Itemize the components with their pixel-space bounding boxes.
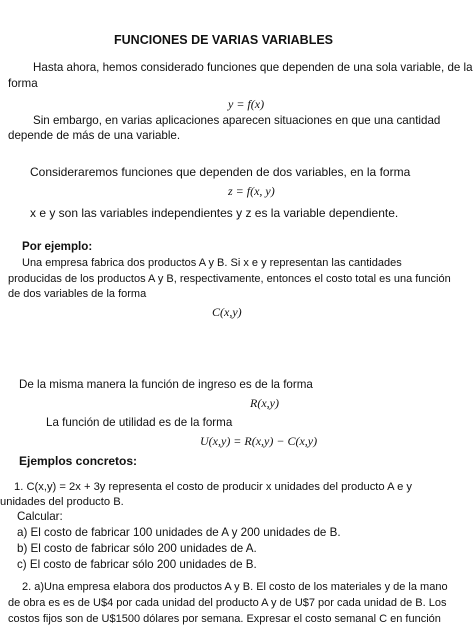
example-line-3: de dos variables de la forma <box>8 288 147 300</box>
paragraph-however-line-2: depende de más de una variable. <box>8 129 181 142</box>
example-1-line-2: unidades del producto B. <box>0 496 124 508</box>
paragraph-two-variables-line-1: Consideraremos funciones que dependen de dos variables, en la forma <box>30 165 411 179</box>
paragraph-two-variables-line-2: x e y son las variables independientes y z es la variable dependiente. <box>30 206 399 220</box>
page-title: FUNCIONES DE VARIAS VARIABLES <box>114 33 334 47</box>
example-2-line-2: de obra es es de U$4 por cada unidad del producto A y de U$7 por cada unidad de B. Los <box>8 597 447 609</box>
example-heading: Por ejemplo: <box>22 240 93 253</box>
equation-z-fxy: z = f(x, y) <box>228 184 275 198</box>
equation-cost: C(x,y) <box>212 305 242 319</box>
example-line-2: producidas de los productos A y B, respectivamente, entonces el costo total es una función <box>8 273 451 285</box>
equation-income: R(x,y) <box>250 396 279 410</box>
calculate-item-a: a) El costo de fabricar 100 unidades de A y 200 unidades de B. <box>17 526 341 539</box>
equation-y-fx: y = f(x) <box>228 97 265 111</box>
paragraph-however-line-1: Sin embargo, en varias aplicaciones aparecen situaciones en que una cantidad <box>33 114 441 127</box>
utility-line: La función de utilidad es de la forma <box>46 416 233 429</box>
example-2-line-1: 2. a)Una empresa elabora dos productos A y B. El costo de los materiales y de la mano <box>22 581 448 593</box>
concrete-examples-heading: Ejemplos concretos: <box>19 454 138 468</box>
calculate-item-b: b) El costo de fabricar sólo 200 unidades de A. <box>17 542 257 555</box>
calculate-label: Calcular: <box>17 510 63 523</box>
calculate-item-c: c) El costo de fabricar sólo 200 unidades de B. <box>17 558 257 571</box>
equation-utility: U(x,y) = R(x,y) − C(x,y) <box>200 434 318 448</box>
example-line-1: Una empresa fabrica dos productos A y B. Si x e y representan las cantidades <box>22 257 402 269</box>
income-line: De la misma manera la función de ingreso es de la forma <box>19 378 313 391</box>
paragraph-intro-line-1: Hasta ahora, hemos considerado funciones que dependen de una sola variable, de la <box>33 61 473 74</box>
paragraph-intro-line-2: forma <box>8 77 38 90</box>
example-2-line-3: costos fijos son de U$1500 dólares por semana. Expresar el costo semanal C en función <box>8 613 441 625</box>
example-1-line-1: 1. C(x,y) = 2x + 3y representa el costo de producir x unidades del producto A e y <box>14 481 413 493</box>
